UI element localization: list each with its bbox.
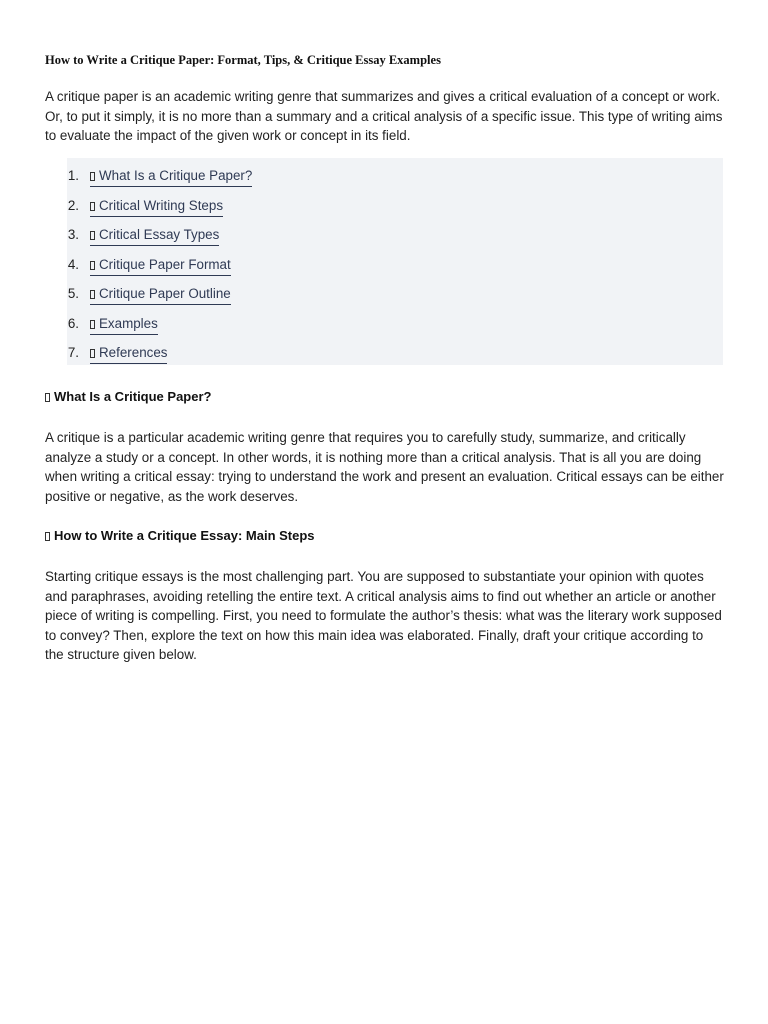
toc-link-label: Examples bbox=[99, 315, 158, 331]
section-heading-what-is-critique bbox=[45, 389, 211, 404]
toc-number: 6. bbox=[67, 315, 79, 331]
section-paragraph: Starting critique essays is the most challenging part. You are supposed to substantiate your opinion with quotes and paraphrases, avoiding retelling the entire text. A critical analysis aims to find out whether an article or another piece of writing is compelling. First, you need to formulate the author’s thesis: what was the literary work supposed to convey? Then, explore the text on how this main idea was elaborated. Finally, draft your critique according to the structure given below. bbox=[45, 569, 722, 663]
toc-number: 1. bbox=[67, 168, 79, 183]
toc-list bbox=[67, 167, 723, 374]
section-heading-main-steps bbox=[45, 528, 315, 543]
toc-item bbox=[67, 256, 723, 286]
page-title: How to Write a Critique Paper: Format, Tips, & Critique Essay Examples bbox=[45, 53, 441, 67]
missing-glyph-icon bbox=[90, 290, 95, 299]
toc-link-critique-paper-outline[interactable] bbox=[90, 285, 231, 305]
toc-link-label: Critical Essay Types bbox=[99, 227, 220, 242]
toc-item bbox=[67, 226, 723, 256]
toc-link-label: References bbox=[99, 345, 168, 360]
missing-glyph-icon bbox=[90, 202, 95, 211]
section-heading-text: How to Write a Critique Essay: Main Steps bbox=[54, 528, 315, 543]
missing-glyph-icon bbox=[90, 320, 95, 329]
toc-number: 2. bbox=[67, 197, 79, 213]
toc-item bbox=[67, 315, 723, 345]
missing-glyph-icon bbox=[45, 393, 50, 402]
toc-link-references[interactable] bbox=[90, 344, 167, 364]
toc-link-label: Critique Paper Format bbox=[99, 256, 231, 272]
toc-link-label: Critique Paper Outline bbox=[99, 286, 231, 301]
toc-link-label: What Is a Critique Paper? bbox=[99, 168, 253, 183]
section-heading-text: What Is a Critique Paper? bbox=[54, 389, 212, 404]
table-of-contents bbox=[67, 158, 723, 365]
toc-item bbox=[67, 344, 723, 374]
toc-number: 5. bbox=[67, 286, 79, 301]
toc-link-examples[interactable] bbox=[90, 315, 158, 335]
toc-number: 7. bbox=[67, 345, 79, 360]
toc-link-what-is-critique-paper[interactable] bbox=[90, 167, 252, 187]
toc-link-critique-paper-format[interactable] bbox=[90, 256, 231, 276]
toc-item bbox=[67, 285, 723, 315]
missing-glyph-icon bbox=[45, 532, 50, 541]
missing-glyph-icon bbox=[90, 231, 95, 240]
toc-link-critical-writing-steps[interactable] bbox=[90, 197, 223, 217]
missing-glyph-icon bbox=[90, 349, 95, 358]
toc-number: 4. bbox=[67, 256, 79, 272]
toc-item bbox=[67, 197, 723, 227]
intro-paragraph: A critique paper is an academic writing genre that summarizes and gives a critical evaluation of a concept or work. Or, to put it simply, it is no more than a summary and a critical analysis of a specific issue. This type of writing aims to evaluate the impact of the given work or concept in its field. bbox=[45, 89, 723, 144]
section-paragraph: A critique is a particular academic writing genre that requires you to carefully study, summarize, and critically analyze a study or a concept. In other words, it is nothing more than a critical analysis. That is all you are doing when writing a critical essay: trying to understand the work and present an evaluation. Critical essays can be either positive or negative, as the work deserves. bbox=[45, 430, 724, 504]
missing-glyph-icon bbox=[90, 172, 95, 181]
missing-glyph-icon bbox=[90, 261, 95, 270]
toc-number: 3. bbox=[67, 227, 79, 242]
toc-link-label: Critical Writing Steps bbox=[99, 197, 224, 213]
toc-link-critical-essay-types[interactable] bbox=[90, 226, 219, 246]
toc-item bbox=[67, 167, 723, 197]
